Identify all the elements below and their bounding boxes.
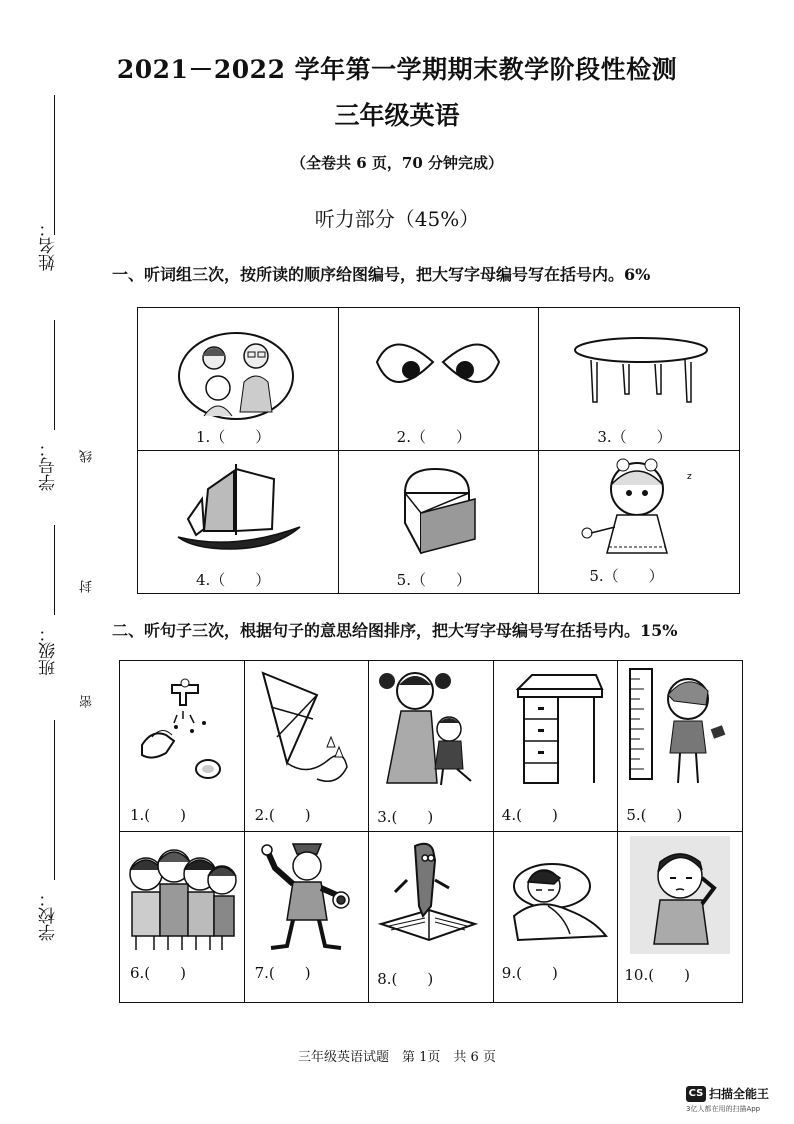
section1-label-4: 4.（ ） [196,571,271,589]
section2-label-9: 9.( ) [501,964,558,982]
section2-label-3: 3.( ) [377,808,434,826]
section1-cell-2 [338,308,539,451]
section2-cell-1 [120,661,245,832]
section2-cell-3 [369,661,494,832]
sleeping-boy-icon [508,856,608,946]
family-icon [176,330,296,422]
section2-cell-9 [493,832,618,1003]
washing-hands-icon [132,675,232,785]
svg-text:z: z [687,472,693,482]
section1-cell-6 [539,451,740,594]
section2-grid [119,660,743,1003]
thinking-boy-icon [630,836,730,954]
strong-man-icon [257,838,357,953]
section1-label-6: 5.（ ） [589,567,664,585]
section1-cell-1 [138,308,339,451]
binding-line-3 [54,525,55,615]
eraser-icon [395,463,485,558]
section2-cell-2 [244,661,369,832]
section1-label-2: 2.（ ） [396,428,471,446]
section2-cell-5 [618,661,743,832]
watermark-badge: CS [686,1086,706,1102]
section1-label-1: 1.（ ） [196,428,271,446]
class-label: 班级： [39,625,59,676]
section1-grid [137,307,740,594]
section1-label-3: 3.（ ） [597,428,672,446]
exam-title: 2021－2022 学年第一学期期末教学阶段性检测 [116,55,678,84]
section2-label-8: 8.( ) [377,970,434,988]
binding-line-2 [54,320,55,430]
section2-label-5: 5.( ) [626,806,683,824]
section1-label-5: 5.（ ） [396,571,471,589]
section2-cell-6 [120,832,245,1003]
section2-label-10: 10.( ) [624,966,690,984]
kite-icon [257,667,357,797]
binding-line-4 [54,720,55,880]
exam-note: （全卷共 6 页，70 分钟完成） [291,154,503,172]
section2-cell-4 [493,661,618,832]
girl-icon [575,455,705,560]
section2-label-4: 4.( ) [501,806,558,824]
student-number-label: 学号： [39,440,59,491]
section1-cell-3 [539,308,740,451]
section2-cell-10 [618,832,743,1003]
desk-icon [514,669,604,789]
scanner-watermark [686,1083,769,1114]
watermark-name: 扫描全能王 [709,1087,770,1101]
exam-subject: 三年级英语 [334,101,460,130]
secret-mark: 密 [80,695,95,708]
section2-label-2: 2.( ) [254,806,311,824]
section1-cell-4 [138,451,339,594]
sailboat-icon [174,459,304,554]
ruler-icon [624,665,734,790]
watermark-sub: 3亿人都在用的扫描App [686,1105,761,1113]
section2-instruction: 二、听句子三次，根据句子的意思给图排序，把大写字母编号写在括号内。15% [112,621,678,640]
section2-label-7: 7.( ) [254,964,311,982]
seal-mark: 封 [80,580,95,593]
line-mark: 线 [80,450,95,463]
section2-cell-7 [244,832,369,1003]
section1-instruction: 一、听词组三次，按所读的顺序给图编号，把大写字母编号写在括号内。6% [112,265,651,284]
section1-cell-5 [338,451,539,594]
group-of-kids-icon [126,844,238,954]
page-footer: 三年级英语试题 第 1页 共 6 页 [298,1050,496,1065]
mother-child-icon [377,665,481,790]
eyes-icon [373,332,503,402]
section2-label-6: 6.( ) [130,964,187,982]
school-label: 学校： [39,890,59,941]
section2-cell-8 [369,832,494,1003]
section2-label-1: 1.( ) [130,806,187,824]
listening-part-title: 听力部分（45%） [314,207,480,231]
table-icon [571,332,711,412]
name-label: 姓名： [39,220,59,271]
pen-book-icon [377,840,481,955]
